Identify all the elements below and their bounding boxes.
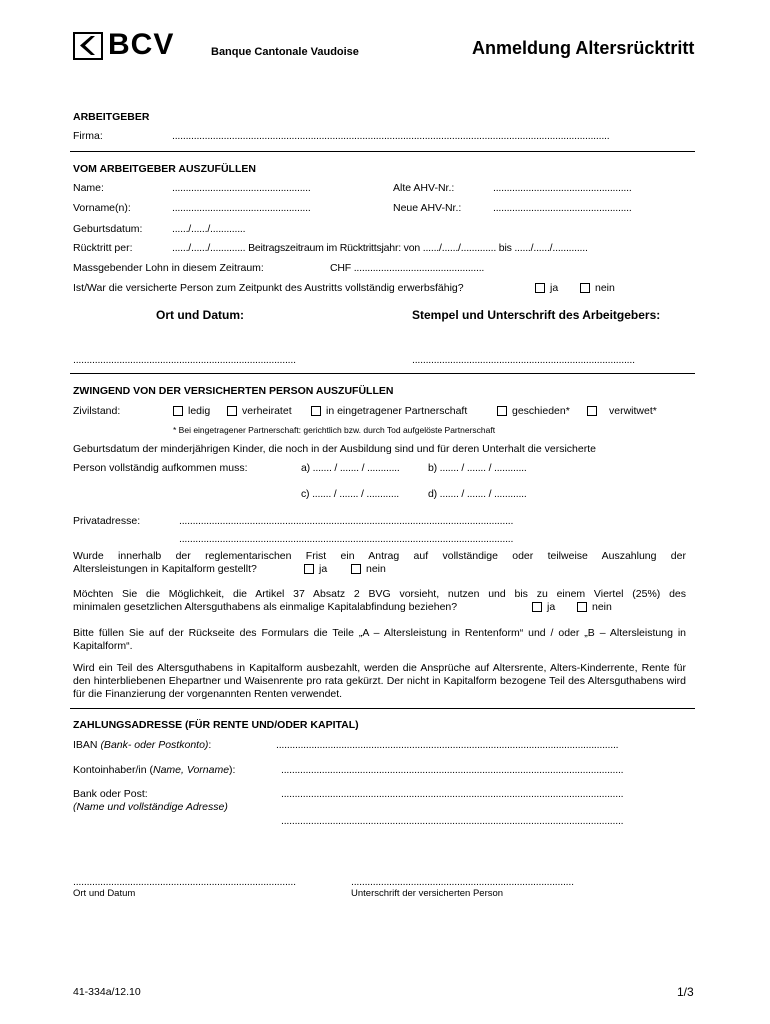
neue-ahv-label: Neue AHV-Nr.:: [393, 202, 462, 214]
iban-field[interactable]: ..............................................................................................................................: [276, 739, 619, 751]
antrag-question-line1: Wurde innerhalb der reglementarischen Frist ein Antrag auf vollständige oder teilweise Auszahlung der: [73, 550, 686, 562]
stempel-heading: Stempel und Unterschrift des Arbeitgebers:: [412, 308, 661, 322]
vorname-field[interactable]: ...................................................: [172, 202, 311, 214]
divider: [70, 151, 695, 152]
antrag-ja-option[interactable]: ja: [304, 563, 327, 575]
privatadresse-field-2[interactable]: ...........................................................................................................................: [179, 533, 514, 545]
verheiratet-option[interactable]: verheiratet: [227, 405, 292, 417]
partnerschaft-footnote: * Bei eingetragener Partnerschaft: gerichtlich bzw. durch Tod aufgelöste Partnerschaft: [173, 425, 496, 435]
form-title: Anmeldung Altersrücktritt: [472, 38, 695, 58]
ort-datum-signature-line[interactable]: ..................................................................................: [73, 876, 296, 888]
privatadresse-label: Privatadresse:: [73, 515, 141, 527]
vorname-label: Vorname(n):: [73, 202, 131, 214]
ruecktritt-field[interactable]: ....../....../............. Beitragszeitraum im Rücktrittsjahr: von ....../....../............. bis ....../....../.............: [172, 242, 588, 254]
kind-c-field[interactable]: c) ....... / ....... / ............: [301, 488, 400, 500]
stempel-line[interactable]: ..................................................................................: [412, 354, 635, 366]
moeglichkeit-question-line1: Möchten Sie die Möglichkeit, die Artikel 37 Absatz 2 BVG vorsieht, nutzen und bis zu einem Viertel (25%) des: [73, 588, 686, 600]
checkbox[interactable]: [580, 283, 590, 293]
firma-field[interactable]: .................................................................................................................................................................: [172, 130, 610, 142]
kinder-text-line1: Geburtsdatum der minderjährigen Kinder, die noch in der Ausbildung sind und für deren Unterhalt die versicherte: [73, 443, 596, 455]
erwerbs-nein-option[interactable]: nein: [580, 282, 615, 294]
bank-sublabel: (Name und vollständige Adresse): [73, 801, 228, 813]
antrag-nein-option[interactable]: nein: [351, 563, 386, 575]
ort-datum-line[interactable]: ..................................................................................: [73, 354, 296, 366]
checkbox[interactable]: [535, 283, 545, 293]
checkbox[interactable]: [587, 406, 597, 416]
kinder-text-line2: Person vollständig aufkommen muss:: [73, 462, 248, 474]
kind-d-field[interactable]: d) ....... / ....... / ............: [428, 488, 527, 500]
iban-label: IBAN (Bank- oder Postkonto):: [73, 739, 212, 751]
ort-datum-signature-label: Ort und Datum: [73, 888, 136, 899]
antrag-question-line2: Altersleistungen in Kapitalform gestellt?: [73, 563, 257, 575]
checkbox[interactable]: [532, 602, 542, 612]
divider: [70, 708, 695, 709]
moeglichkeit-ja-option[interactable]: ja: [532, 601, 555, 613]
firma-label: Firma:: [73, 130, 103, 142]
neue-ahv-field[interactable]: ...................................................: [493, 202, 632, 214]
zivilstand-label: Zivilstand:: [73, 405, 121, 417]
name-label: Name:: [73, 182, 104, 194]
checkbox[interactable]: [311, 406, 321, 416]
checkbox[interactable]: [497, 406, 507, 416]
lohn-field[interactable]: CHF ................................................: [330, 262, 485, 274]
checkbox[interactable]: [304, 564, 314, 574]
moeglichkeit-question-line2: minimalen gesetzlichen Altersguthabens als einmalige Kapitalabfindung beziehen?: [73, 601, 458, 613]
insured-section-heading: ZWINGEND VON DER VERSICHERTEN PERSON AUSZUFÜLLEN: [73, 385, 394, 397]
arbeitgeber-heading: ARBEITGEBER: [73, 111, 150, 123]
erwerbs-ja-option[interactable]: ja: [535, 282, 558, 294]
privatadresse-field-1[interactable]: ...........................................................................................................................: [179, 515, 514, 527]
divider: [70, 373, 695, 374]
kapital-info-text: Wird ein Teil des Altersguthabens in Kapitalform ausbezahlt, werden die Ansprüche auf Altersrente, Alters-Kinderrente, Rente für den hinterbliebenen Ehepartner und Waisenrente pro rata gekürzt. Der nicht in Kapitalform bezogene Teil des Altersguthabens wird für die Finanzierung der vorgenannten Renten verwendet.: [73, 662, 686, 700]
bank-field-2[interactable]: ..............................................................................................................................: [281, 815, 624, 827]
kontoinhaber-label: Kontoinhaber/in (Name, Vorname):: [73, 764, 236, 776]
ort-datum-heading: Ort und Datum:: [156, 308, 244, 322]
ruecktritt-label: Rücktritt per:: [73, 242, 133, 254]
alte-ahv-field[interactable]: ...................................................: [493, 182, 632, 194]
partnerschaft-option[interactable]: in eingetragener Partnerschaft: [311, 405, 467, 417]
geburtsdatum-label: Geburtsdatum:: [73, 223, 143, 235]
kontoinhaber-field[interactable]: ..............................................................................................................................: [281, 764, 624, 776]
checkbox[interactable]: [577, 602, 587, 612]
form-number: 41-334a/12.10: [73, 986, 141, 998]
geschieden-option[interactable]: geschieden*: [497, 405, 570, 417]
checkbox[interactable]: [227, 406, 237, 416]
bank-field-1[interactable]: ..............................................................................................................................: [281, 788, 624, 800]
unterschrift-line[interactable]: ..................................................................................: [351, 876, 574, 888]
payment-section-heading: ZAHLUNGSADRESSE (FÜR RENTE UND/ODER KAPITAL): [73, 719, 359, 731]
verwitwet-option[interactable]: verwitwet*: [587, 405, 657, 417]
erwerbs-question: Ist/War die versicherte Person zum Zeitpunkt des Austritts vollständig erwerbsfähig?: [73, 282, 464, 294]
bank-name: Banque Cantonale Vaudoise: [211, 46, 359, 58]
ledig-option[interactable]: ledig: [173, 405, 210, 417]
checkbox[interactable]: [173, 406, 183, 416]
bcv-logo-mark: [73, 32, 103, 60]
bitte-text: Bitte füllen Sie auf der Rückseite des Formulars die Teile „A – Altersleistung in Rentenform“ und / oder „B – Altersleistung in Kapitalform“.: [73, 627, 686, 652]
bank-label: Bank oder Post:: [73, 788, 148, 800]
page-number: 1/3: [677, 985, 694, 999]
geburtsdatum-field[interactable]: ....../....../.............: [172, 223, 246, 235]
employer-section-heading: VOM ARBEITGEBER AUSZUFÜLLEN: [73, 163, 256, 175]
logo-text: BCV: [108, 28, 175, 61]
unterschrift-label: Unterschrift der versicherten Person: [351, 888, 504, 899]
moeglichkeit-nein-option[interactable]: nein: [577, 601, 612, 613]
kind-a-field[interactable]: a) ....... / ....... / ............: [301, 462, 400, 474]
name-field[interactable]: ...................................................: [172, 182, 311, 194]
kind-b-field[interactable]: b) ....... / ....... / ............: [428, 462, 527, 474]
alte-ahv-label: Alte AHV-Nr.:: [393, 182, 455, 194]
lohn-label: Massgebender Lohn in diesem Zeitraum:: [73, 262, 264, 274]
checkbox[interactable]: [351, 564, 361, 574]
